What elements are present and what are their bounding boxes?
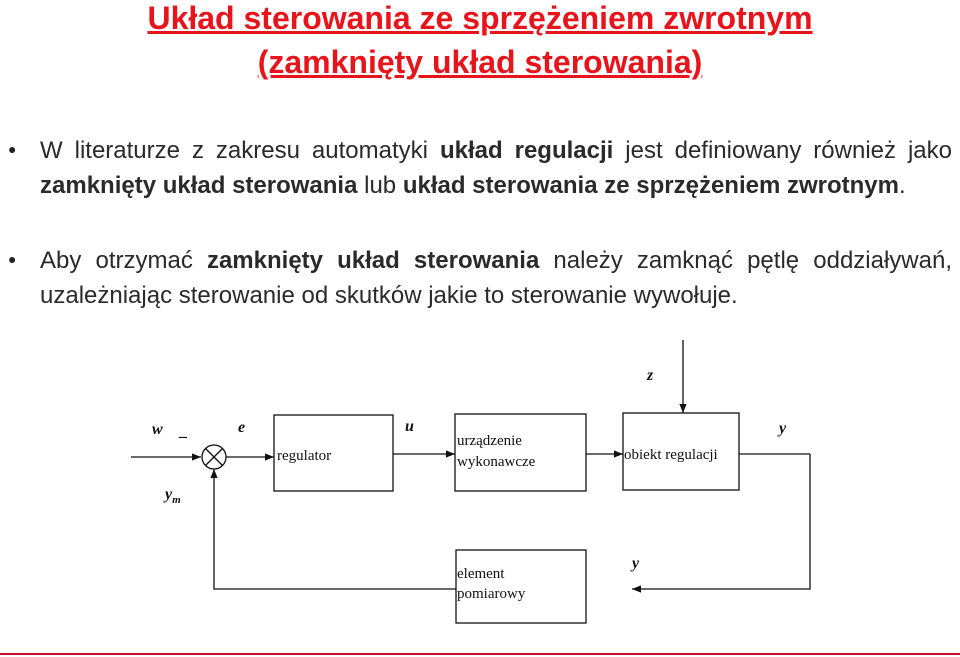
bullet-1-dot: ●: [8, 141, 17, 157]
bullet-1-segment: .: [898, 172, 906, 199]
bullet-2-segment: zamknięty układ sterowania: [206, 247, 540, 274]
actuator-block: [455, 414, 586, 491]
bullet-1-segment: W literaturze z zakresu automatyki: [40, 137, 440, 164]
arrow-ym-to-sum: [214, 469, 456, 589]
bullet-1-segment: zamknięty układ sterowania: [40, 172, 358, 199]
signal-ym-subscript: m: [172, 494, 181, 506]
signal-y-feedback-label: y: [632, 555, 640, 572]
bullet-2-segment: Aby otrzymać: [40, 247, 207, 274]
signal-z-label: z: [647, 367, 654, 384]
actuator-label-line-2: wykonawcze: [457, 454, 536, 470]
arrow-feedback-to-sensor: [632, 454, 810, 589]
summing-junction: [202, 445, 226, 469]
signal-ym-base: y: [165, 486, 173, 503]
minus-sign-label: _: [180, 423, 188, 440]
title-line-1: Układ sterowania ze sprzężeniem zwrotnym: [147, 0, 813, 36]
signal-ym-label: [163, 486, 181, 506]
sensor-label-line-1: element: [457, 566, 505, 582]
signal-w-label: w: [152, 421, 163, 438]
bullet-1-segment: jest definiowany również jako: [613, 137, 953, 164]
regulator-label: regulator: [277, 448, 332, 464]
signal-u-label: u: [405, 418, 414, 435]
bullet-1-segment: układ regulacji: [439, 137, 614, 164]
bullet-1-segment: lub: [357, 172, 403, 199]
bullet-2-dot: ●: [8, 251, 17, 267]
sensor-label-line-2: pomiarowy: [457, 586, 526, 602]
bullet-2-segment: należy zamknąć pętlę oddziaływań, uzależniając sterowanie od skutków jakie to sterowanie wywołuje.: [40, 247, 952, 309]
signal-y-output-label: y: [779, 420, 787, 437]
actuator-label-line-1: urządzenie: [457, 433, 522, 449]
signal-e-label: e: [238, 419, 246, 436]
bullet-1-segment: układ sterowania ze sprzężeniem zwrotnym: [402, 172, 899, 199]
title-line-2: (zamknięty układ sterowania): [257, 44, 703, 80]
plant-label: obiekt regulacji: [624, 447, 718, 463]
